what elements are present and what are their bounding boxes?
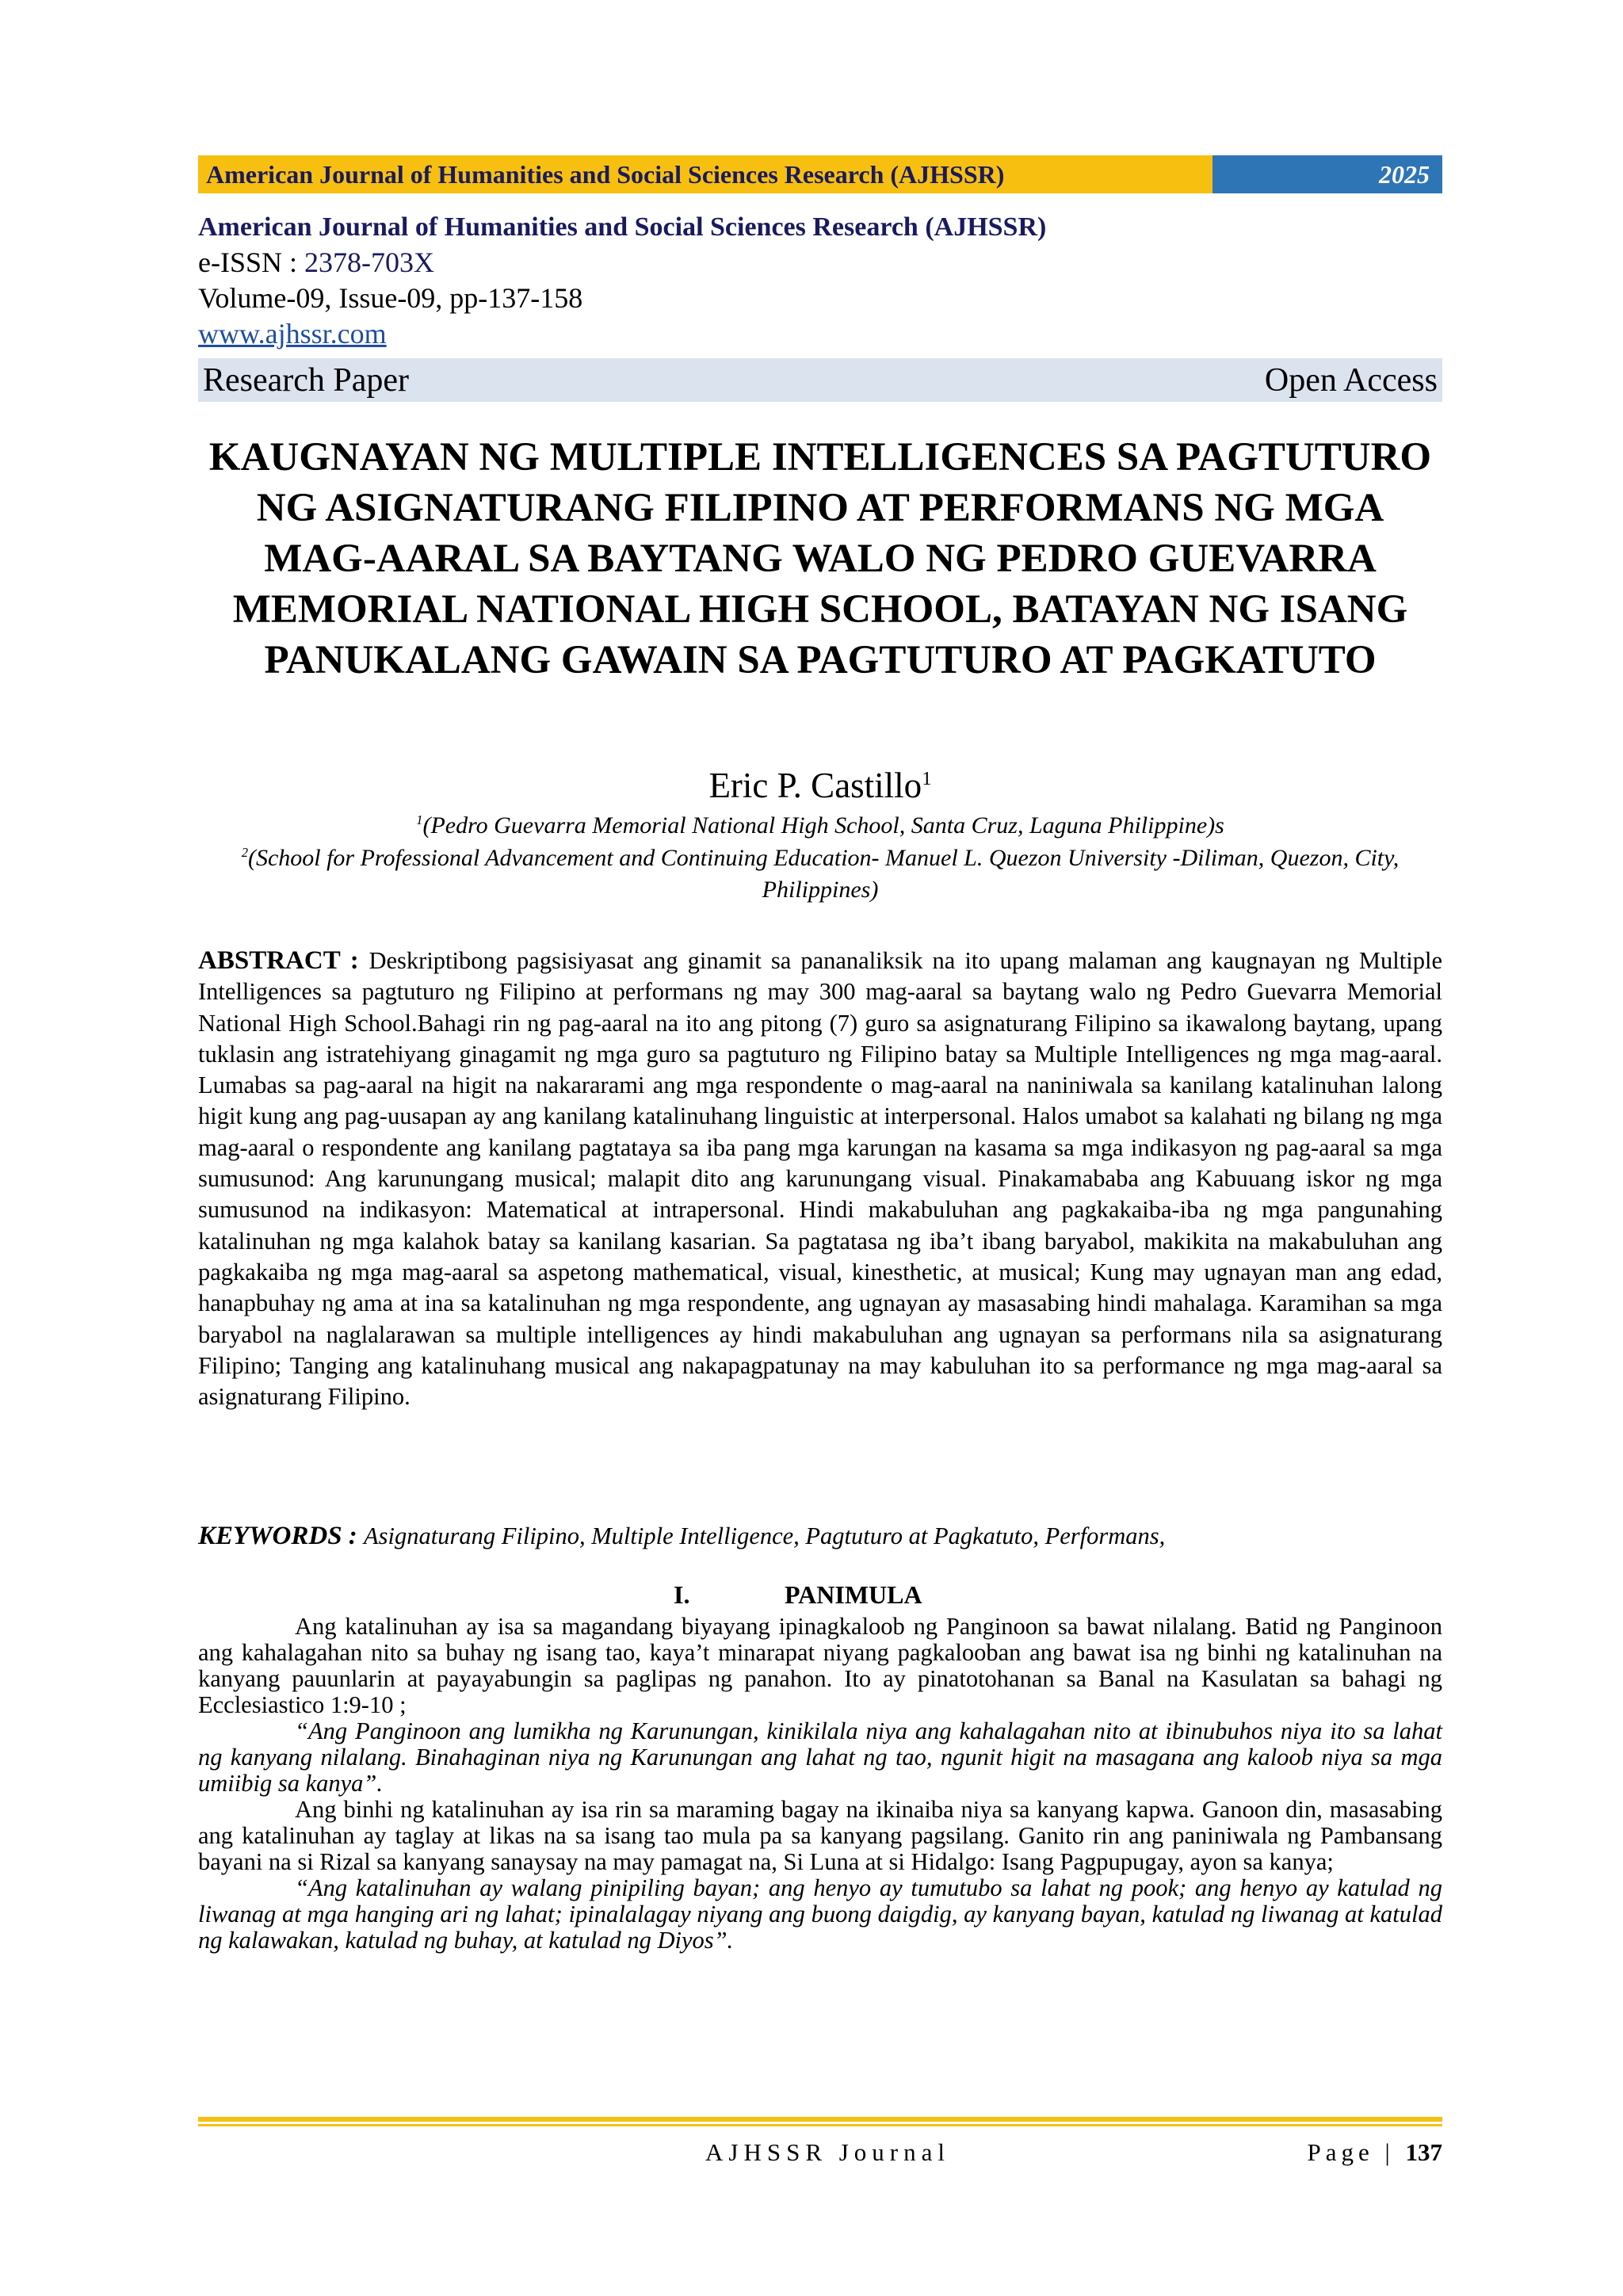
- access-type: Open Access: [1264, 361, 1438, 399]
- quote-1: “Ang Panginoon ang lumikha ng Karunungan, kinikilala niya ang kahalagahan nito at ibinubuhos niya ito sa lahat ng kanyang nilalang. Binahaginan niya ng Karunungan ang lahat ng tao, ngunit higit na masagana ang kaloob niya sa mga umiibig sa kanya”.: [198, 1717, 1442, 1797]
- header-year: 2025: [1212, 155, 1442, 193]
- keywords-text: Asignaturang Filipino, Multiple Intelligence, Pagtuturo at Pagkatuto, Performans,: [364, 1522, 1166, 1549]
- footer-divider-thin: [198, 2124, 1442, 2126]
- author: [198, 765, 1442, 806]
- keywords-label: KEYWORDS :: [198, 1522, 365, 1550]
- affiliation-2-sup: 2: [241, 845, 248, 860]
- website-link[interactable]: www.ajhssr.com: [198, 318, 387, 350]
- journal-meta: [198, 209, 1442, 352]
- footer-page: [1308, 2138, 1442, 2167]
- issn-value: 2378-703X: [304, 246, 434, 278]
- paper-type: Research Paper: [203, 361, 410, 399]
- abstract-label: ABSTRACT :: [198, 946, 369, 975]
- quote-2: “Ang katalinuhan ay walang pinipiling bayan; ang henyo ay tumutubo sa lahat ng pook; ang henyo ay katulad ng liwanag at mga hanging ari ng lahat; ipinalalagay niyang ang buong daigdig, ay kanyang bayan, katulad ng liwanag at katulad ng kalawakan, katulad ng buhay, at katulad ng Diyos”.: [198, 1874, 1442, 1954]
- keywords: [198, 1522, 1442, 1551]
- footer-divider: [198, 2117, 1442, 2122]
- affiliation-2: [198, 842, 1442, 906]
- section-title: PANIMULA: [785, 1580, 922, 1609]
- abstract-text: Deskriptibong pagsisiyasat ang ginamit sa pananaliksik na ito upang malaman ang kaugnayan ng Multiple Intelligences sa pagtuturo ng Filipino at performans ng may 300 mag-aaral sa baytang walo ng Pedro Guevarra Memorial National High School.Bahagi rin ng pag-aaral na ito ang pitong (7) guro sa asignaturang Filipino sa ikawalong baytang, upang tuklasin ang istratehiyang ginagamit ng mga guro sa pagtuturo ng Filipino batay sa Multiple Intelligences ng mga mag-aaral. Lumabas sa pag-aaral na higit na nakararami ang mga respondente o mag-aaral na naniniwala sa kanilang katalinuhan lalong higit kung ang pag-uusapan ay ang kanilang katalinuhang linguistic at interpersonal. Halos umabot sa kalahati ng bilang ng mga mag-aaral o respondente ang kanilang pagtataya sa iba pang mga karungan na kasama sa mga indikasyon ng pag-aaral sa mga sumusunod: Ang karunungang musical; malapit dito ang karunungang visual. Pinakamababa ang Kabuuang iskor ng mga sumusunod na indikasyon: Matematical at intrapersonal. Hindi makabuluhan ang pagkakaiba-iba ng mga pangunahing katalinuhan ng mga kalahok batay sa kanilang kasarian. Sa pagtatasa ng iba’t ibang baryabol, makikita na makabuluhan ang pagkakaiba ng mga mag-aaral sa aspetong mathematical, visual, kinesthetic, at musical; Kung may ugnayan man ang edad, hanapbuhay ng ama at ina sa katalinuhan ng mga respondente, ang ugnayan ay masasabing hindi mahalaga. Karamihan sa mga baryabol na naglalarawan sa multiple intelligences ay hindi makabuluhan ang ugnayan sa performans nila sa asignaturang Filipino; Tanging ang katalinuhang musical ang nakapagpatunay na may kabuluhan ito sa performance ng mga mag-aaral sa asignaturang Filipino.: [198, 947, 1442, 1411]
- affiliation-1: [198, 810, 1442, 842]
- author-sup: 1: [922, 768, 932, 789]
- footer-page-number: 137: [1405, 2138, 1442, 2166]
- header-journal-name: American Journal of Humanities and Social Sciences Research (AJHSSR): [198, 155, 1212, 193]
- footer-journal: AJHSSR Journal: [705, 2138, 951, 2166]
- paper-type-bar: [198, 358, 1442, 402]
- affiliation-2-text: (School for Professional Advancement and Continuing Education- Manuel L. Quezon University -Diliman, Quezon, City, Philippines): [247, 845, 1400, 903]
- meta-journal-name: American Journal of Humanities and Social Sciences Research (AJHSSR): [198, 212, 1047, 242]
- meta-volume: Volume-09, Issue-09, pp-137-158: [198, 282, 583, 314]
- paragraph-1: Ang katalinuhan ay isa sa magandang biyayang ipinagkaloob ng Panginoon sa bawat nilalang. Batid ng Panginoon ang kahalagahan nito sa buhay ng isang tao, kaya’t minarapat niyang pagkalooban ang bawat isa ng binhi ng katalinuhan na kanyang pauunlarin at payayabungin sa paglipas ng panahon. Ito ay pinatotohanan sa Banal na Kasulatan sa bahagi ng Ecclesiastico 1:9-10 ;: [198, 1613, 1442, 1718]
- meta-issn: [198, 245, 1442, 281]
- abstract: [198, 946, 1442, 1412]
- affiliation-1-sup: 1: [416, 812, 423, 827]
- author-name: Eric P. Castillo: [708, 766, 922, 805]
- body-text: [198, 1614, 1442, 1954]
- journal-header-bar: [198, 155, 1442, 193]
- paper-title: KAUGNAYAN NG MULTIPLE INTELLIGENCES SA PAGTUTURO NG ASIGNATURANG FILIPINO AT PERFORMANS NG MGA MAG-AARAL SA BAYTANG WALO NG PEDRO GUEVARRA MEMORIAL NATIONAL HIGH SCHOOL, BATAYAN NG ISANG PANUKALANG GAWAIN SA PAGTUTURO AT PAGKATUTO: [208, 435, 1432, 682]
- affiliation-1-text: (Pedro Guevarra Memorial National High School, Santa Cruz, Laguna Philippine)s: [422, 812, 1224, 839]
- footer-page-label: Page |: [1307, 2138, 1406, 2166]
- paragraph-2: Ang binhi ng katalinuhan ay isa rin sa maraming bagay na ikinaiba niya sa kanyang kapwa. Ganoon din, masasabing ang katalinuhan ay taglay at likas na sa isang tao mula pa sa kanyang pagsilang. Ganito rin ang paniniwala ng Pambansang bayani na si Rizal sa kanyang sanaysay na may pamagat na, Si Luna at si Hidalgo: Isang Pagpupugay, ayon sa kanya;: [198, 1796, 1442, 1875]
- section-number: I.: [674, 1580, 690, 1609]
- issn-label: e-ISSN :: [198, 246, 304, 278]
